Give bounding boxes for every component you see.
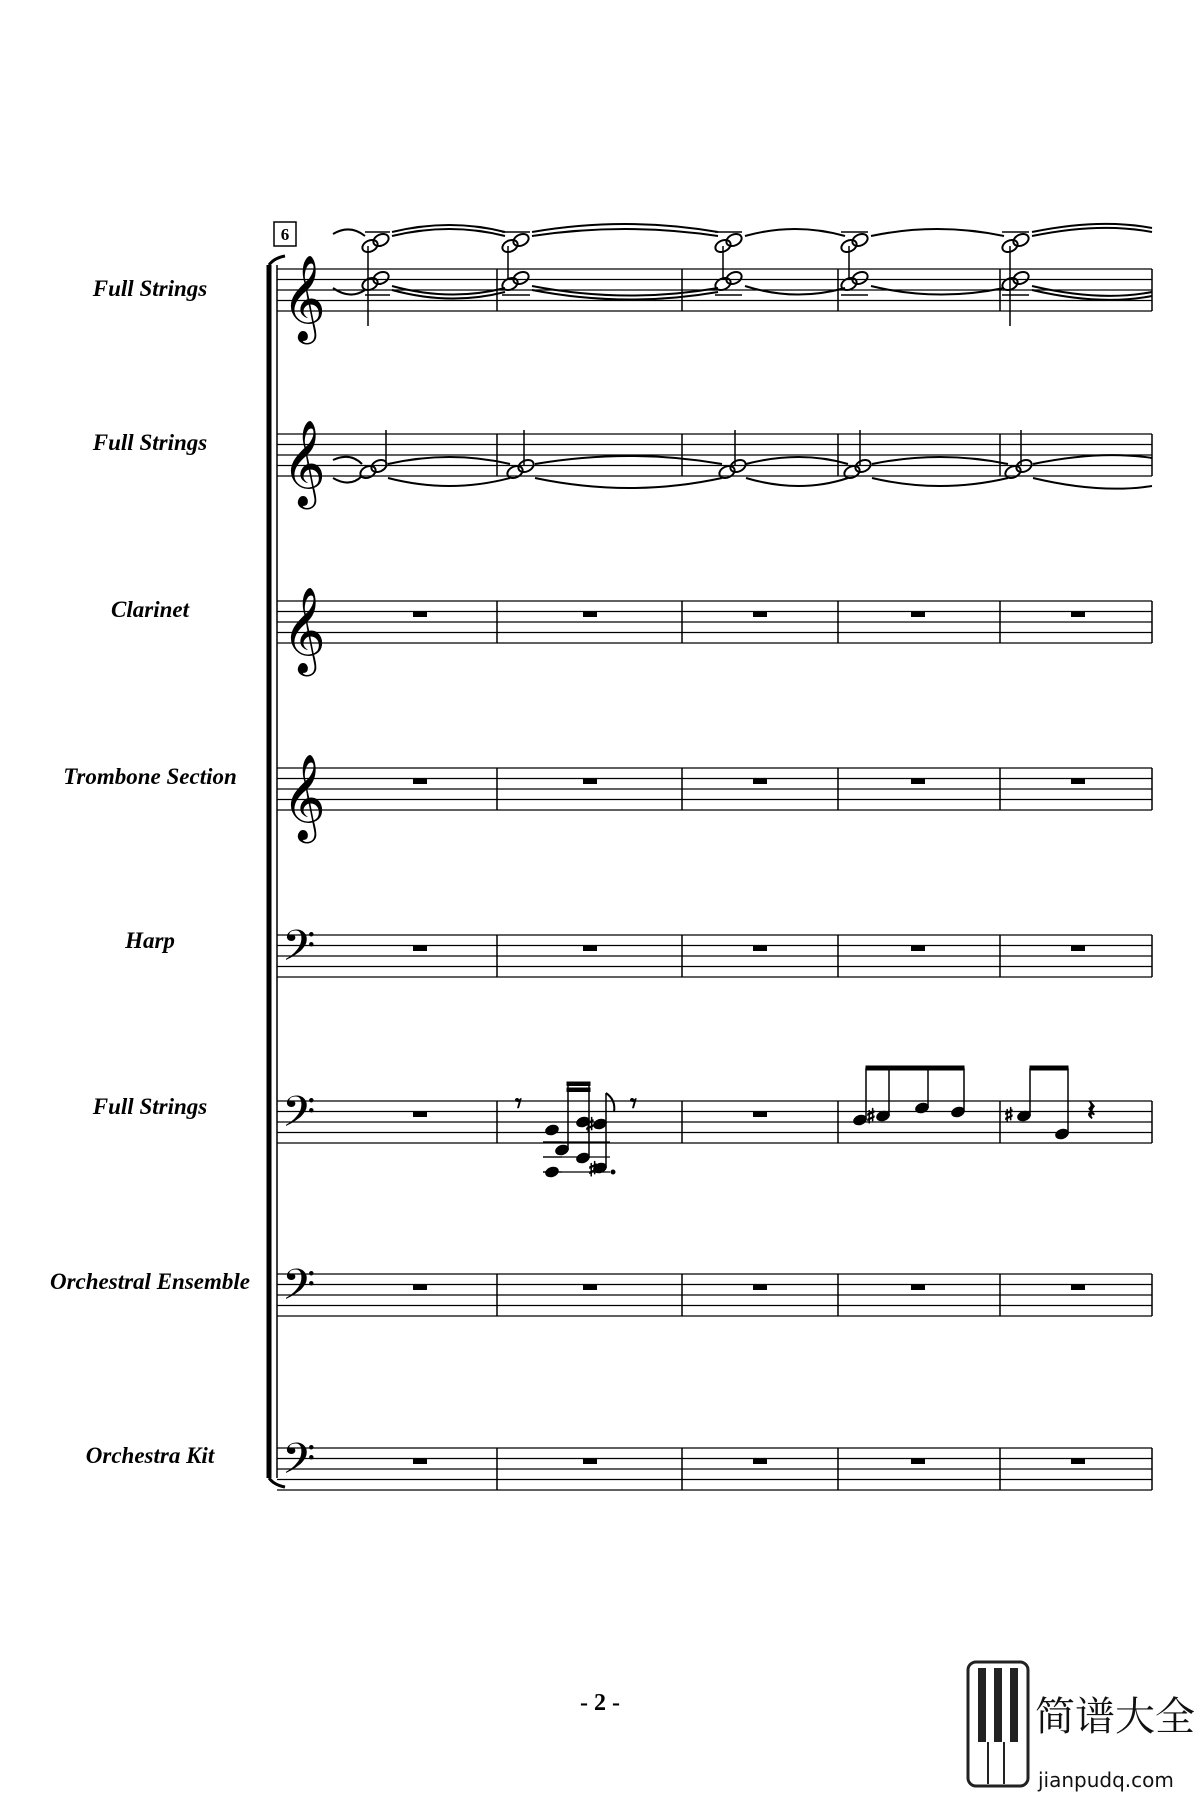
bass-clef-icon: 𝄢 xyxy=(282,1260,316,1321)
quarter-rest-icon: 𝄽 xyxy=(1087,1094,1096,1127)
sharp-icon: ♯ xyxy=(588,1157,598,1181)
staff-label-trombone-section: Trombone Section xyxy=(63,764,237,789)
watermark-text: 简谱大全 xyxy=(1035,1694,1195,1740)
eighth-rest-icon: 𝄾 xyxy=(515,1089,522,1119)
staff-1-chord-m3 xyxy=(713,232,743,295)
whole-rest-icon xyxy=(1071,779,1085,785)
treble-clef-icon: 𝄞 xyxy=(282,255,326,341)
whole-rest-icon xyxy=(753,946,767,952)
sharp-icon: ♯ xyxy=(866,1104,876,1128)
whole-rest-icon xyxy=(1071,1459,1085,1465)
staff-label-full-strings-2: Full Strings xyxy=(92,430,208,455)
bass-clef-icon: 𝄢 xyxy=(282,1087,316,1148)
whole-rest-icon xyxy=(753,612,767,618)
watermark-url: jianpudq.com xyxy=(1038,1768,1174,1792)
staff-label-harp: Harp xyxy=(125,928,175,953)
whole-rest-icon xyxy=(583,612,597,618)
whole-rest-icon xyxy=(753,1112,767,1118)
staff-6-notes xyxy=(515,1066,1096,1181)
whole-rest-icon xyxy=(583,1285,597,1291)
bass-clef-icon: 𝄢 xyxy=(282,921,316,982)
whole-rest-icon xyxy=(753,779,767,785)
whole-rest-icon xyxy=(1071,612,1085,618)
whole-rest-icon xyxy=(911,779,925,785)
staff-1-chord-m5 xyxy=(1000,232,1030,326)
bass-clef-icon: 𝄢 xyxy=(282,1434,316,1495)
treble-clef-icon: 𝄞 xyxy=(282,587,326,673)
watermark xyxy=(968,1662,1195,1792)
rehearsal-mark xyxy=(274,222,296,246)
rehearsal-mark-number: 6 xyxy=(280,225,290,244)
whole-rest-icon xyxy=(911,946,925,952)
treble-clef-icon: 𝄞 xyxy=(282,420,326,506)
staff-1-chord-m2 xyxy=(500,232,530,295)
whole-rest-icon xyxy=(753,1285,767,1291)
staff-label-clarinet: Clarinet xyxy=(111,597,189,622)
whole-rest-icon xyxy=(583,779,597,785)
sharp-icon: ♯ xyxy=(585,1113,595,1137)
whole-rest-icon xyxy=(1071,1285,1085,1291)
piano-keys-icon xyxy=(968,1662,1028,1786)
staff-1-chord-m4 xyxy=(839,232,869,295)
eighth-rest-icon: 𝄾 xyxy=(630,1089,637,1119)
whole-rest-icon xyxy=(413,946,427,952)
whole-rest-icon xyxy=(413,1285,427,1291)
staff-label-orchestra-kit: Orchestra Kit xyxy=(85,1443,215,1468)
whole-rest-icon xyxy=(413,1112,427,1118)
whole-rest-icon xyxy=(911,1459,925,1465)
staff-1-ties xyxy=(333,224,1152,300)
whole-rest-icon xyxy=(583,1459,597,1465)
treble-clef-icon: 𝄞 xyxy=(282,754,326,840)
page-number: - 2 - xyxy=(580,1690,620,1716)
whole-rest-icon xyxy=(583,946,597,952)
whole-rest-icon xyxy=(413,779,427,785)
whole-rest-icon xyxy=(911,612,925,618)
staff-2-chords xyxy=(333,430,1152,489)
whole-rest-icon xyxy=(413,612,427,618)
staff-1-chord-m1 xyxy=(360,232,390,326)
staff-label-orchestral-ensemble: Orchestral Ensemble xyxy=(50,1269,250,1294)
whole-rest-icon xyxy=(753,1459,767,1465)
whole-rest-icon xyxy=(1071,946,1085,952)
staff-label-full-strings-1: Full Strings xyxy=(92,276,208,301)
whole-rest-icon xyxy=(413,1459,427,1465)
sharp-icon: ♯ xyxy=(1004,1103,1014,1127)
whole-rest-icon xyxy=(911,1285,925,1291)
staff-label-full-strings-3: Full Strings xyxy=(92,1094,208,1119)
